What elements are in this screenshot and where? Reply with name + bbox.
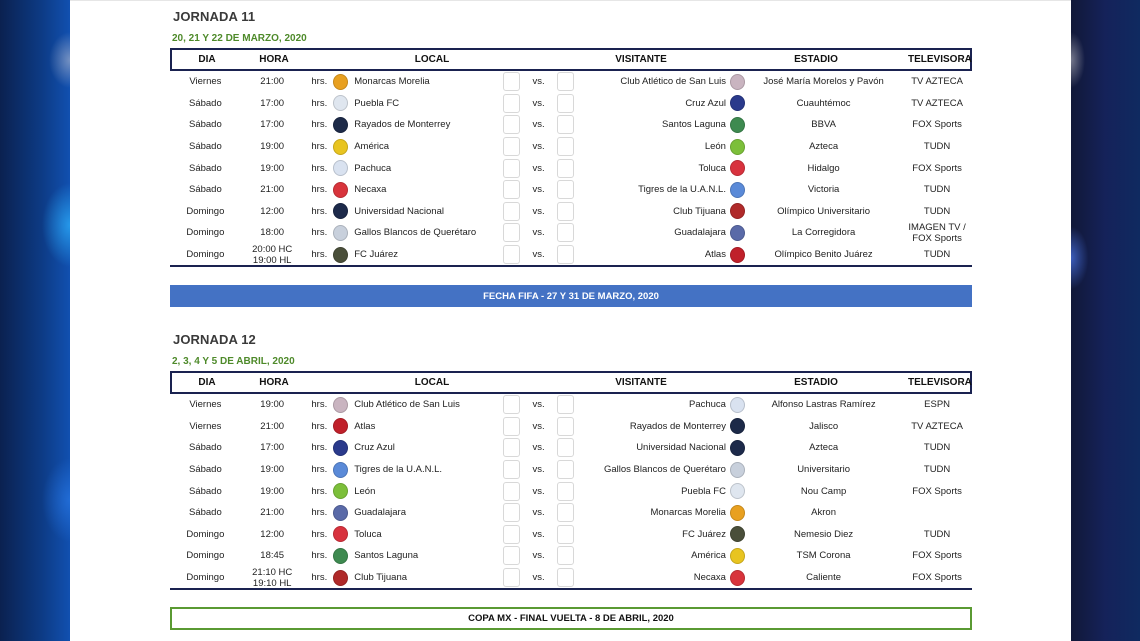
away-team-name: Rayados de Monterrey — [629, 420, 726, 432]
away-team-crest-icon — [730, 462, 745, 478]
away-score-box[interactable] — [557, 417, 574, 436]
broadcaster: TUDN — [923, 141, 951, 153]
broadcaster: TUDN — [923, 528, 951, 540]
broadcaster: IMAGEN TV / FOX Sports — [908, 221, 966, 244]
away-score-box[interactable] — [557, 546, 574, 565]
match-day: Domingo — [186, 528, 225, 540]
away-team-name: León — [704, 141, 726, 153]
home-score-box[interactable] — [503, 115, 520, 134]
match-day: Sábado — [188, 141, 222, 153]
stadium: Universitario — [797, 464, 850, 476]
home-team-name: Santos Laguna — [354, 550, 419, 562]
away-score-box[interactable] — [557, 460, 574, 479]
away-team-name: Pachuca — [688, 399, 726, 411]
vs-label: vs. — [532, 97, 545, 109]
match-day: Sábado — [188, 507, 222, 519]
header-dia: DIA — [198, 54, 216, 65]
home-team-crest-icon — [333, 462, 348, 478]
home-team-name: Club Tijuana — [354, 572, 408, 584]
header-local: LOCAL — [414, 54, 450, 65]
home-team-crest-icon — [333, 95, 348, 111]
broadcaster: TV AZTECA — [911, 76, 963, 88]
away-team — [574, 570, 745, 586]
stadium: Azteca — [809, 141, 839, 153]
away-team — [574, 418, 745, 434]
match-time: 19:00 — [260, 464, 285, 476]
away-score-box[interactable] — [557, 503, 574, 522]
home-score-box[interactable] — [503, 395, 520, 414]
vs-label: vs. — [532, 76, 545, 88]
match-row — [170, 459, 972, 481]
away-score-box[interactable] — [557, 438, 574, 457]
stadium: Hidalgo — [807, 162, 840, 174]
home-team-crest-icon — [333, 570, 348, 586]
jornada-11-rows — [170, 71, 972, 267]
stadium: Olímpico Universitario — [777, 205, 871, 217]
home-team — [329, 570, 502, 586]
home-score-box[interactable] — [503, 460, 520, 479]
match-time: 12:00 — [260, 205, 285, 217]
away-team — [574, 548, 745, 564]
broadcaster: TUDN — [923, 205, 951, 217]
header-estadio: ESTADIO — [794, 54, 838, 65]
home-score-box[interactable] — [503, 137, 520, 156]
match-row — [170, 502, 972, 524]
away-team-name: Universidad Nacional — [636, 442, 726, 454]
jornada-11-table — [170, 48, 972, 267]
away-team-crest-icon — [730, 505, 745, 521]
away-team-crest-icon — [730, 247, 745, 263]
jornada-11-date: 20, 21 Y 22 DE MARZO, 2020 — [172, 33, 307, 44]
match-time: 12:00 — [260, 528, 285, 540]
match-time: 21:00 — [260, 507, 285, 519]
home-team-crest-icon — [333, 483, 348, 499]
match-row — [170, 201, 972, 223]
vs-label: vs. — [532, 550, 545, 562]
home-team-name: Toluca — [354, 528, 382, 540]
home-team-crest-icon — [333, 548, 348, 564]
home-team — [329, 182, 502, 198]
away-team-crest-icon — [730, 74, 745, 90]
home-team-crest-icon — [333, 247, 348, 263]
background-left — [0, 0, 70, 641]
away-team — [574, 160, 745, 176]
match-row — [170, 244, 972, 266]
home-team-name: Club Atlético de San Luis — [354, 399, 460, 411]
home-team — [329, 418, 502, 434]
away-team — [574, 483, 745, 499]
copa-mx-banner: COPA MX - FINAL VUELTA - 8 DE ABRIL, 2020 — [170, 607, 972, 630]
away-score-box[interactable] — [557, 72, 574, 91]
home-score-box[interactable] — [503, 72, 520, 91]
hrs-label: hrs. — [311, 162, 328, 174]
hrs-label: hrs. — [311, 528, 328, 540]
away-team-crest-icon — [730, 483, 745, 499]
match-day: Sábado — [188, 119, 222, 131]
away-team-name: Cruz Azul — [685, 97, 726, 109]
stadium: José María Morelos y Pavón — [763, 76, 884, 88]
home-team-crest-icon — [333, 203, 348, 219]
home-team-name: León — [354, 485, 376, 497]
away-score-box[interactable] — [557, 180, 574, 199]
home-team-crest-icon — [333, 418, 348, 434]
hrs-label: hrs. — [311, 97, 328, 109]
away-team — [574, 526, 745, 542]
away-team-crest-icon — [730, 418, 745, 434]
vs-label: vs. — [532, 205, 545, 217]
broadcaster: FOX Sports — [912, 550, 962, 562]
away-team-name: Santos Laguna — [662, 119, 726, 131]
vs-label: vs. — [532, 507, 545, 519]
jornada-12-rows — [170, 394, 972, 590]
match-row — [170, 394, 972, 416]
away-team-crest-icon — [730, 548, 745, 564]
vs-label: vs. — [532, 572, 545, 584]
home-team-name: Universidad Nacional — [354, 205, 444, 217]
away-score-box[interactable] — [557, 568, 574, 587]
match-day: Sábado — [188, 485, 222, 497]
home-team-name: América — [354, 141, 390, 153]
match-time: 21:10 HC 19:10 HL — [252, 566, 293, 589]
home-team-crest-icon — [333, 160, 348, 176]
match-row — [170, 136, 972, 158]
home-team-name: FC Juárez — [354, 249, 399, 261]
vs-label: vs. — [532, 464, 545, 476]
header-hora: HORA — [259, 54, 289, 65]
vs-label: vs. — [532, 184, 545, 196]
schedule-page — [70, 0, 1071, 641]
home-team-crest-icon — [333, 505, 348, 521]
away-score-box[interactable] — [557, 202, 574, 221]
away-team-name: Toluca — [698, 162, 726, 174]
away-team-name: FC Juárez — [682, 528, 726, 540]
away-score-box[interactable] — [557, 395, 574, 414]
match-row — [170, 567, 972, 589]
header-visitante: VISITANTE — [615, 377, 667, 388]
match-day: Sábado — [188, 184, 222, 196]
away-team-name: Puebla FC — [681, 485, 726, 497]
vs-label: vs. — [532, 420, 545, 432]
vs-label: vs. — [532, 119, 545, 131]
home-team — [329, 397, 502, 413]
match-row — [170, 157, 972, 179]
stadium: BBVA — [811, 119, 836, 131]
home-team-crest-icon — [333, 440, 348, 456]
away-team — [574, 203, 745, 219]
away-team-crest-icon — [730, 139, 745, 155]
broadcaster: TUDN — [923, 184, 951, 196]
stadium: Victoria — [807, 184, 840, 196]
match-row — [170, 437, 972, 459]
jornada-12-title: JORNADA 12 — [173, 332, 256, 347]
stadium: Olímpico Benito Juárez — [774, 249, 873, 261]
home-team-crest-icon — [333, 74, 348, 90]
match-row — [170, 93, 972, 115]
match-time: 21:00 — [260, 76, 285, 88]
hrs-label: hrs. — [311, 249, 328, 261]
away-score-box[interactable] — [557, 94, 574, 113]
home-team — [329, 505, 502, 521]
header-televisora: TELEVISORA — [908, 377, 972, 388]
match-time: 20:00 HC 19:00 HL — [252, 243, 293, 266]
stadium: Akron — [811, 507, 836, 519]
away-team — [574, 225, 745, 241]
stadium: Alfonso Lastras Ramírez — [771, 399, 876, 411]
match-row — [170, 71, 972, 93]
away-team-crest-icon — [730, 526, 745, 542]
vs-label: vs. — [532, 249, 545, 261]
match-row — [170, 524, 972, 546]
home-score-box[interactable] — [503, 525, 520, 544]
away-score-box[interactable] — [557, 137, 574, 156]
broadcaster: TUDN — [923, 464, 951, 476]
broadcaster: TV AZTECA — [911, 420, 963, 432]
away-team — [574, 440, 745, 456]
vs-label: vs. — [532, 141, 545, 153]
vs-label: vs. — [532, 162, 545, 174]
match-day: Viernes — [189, 76, 222, 88]
away-team-name: Club Tijuana — [673, 205, 726, 217]
header-televisora: TELEVISORA — [908, 54, 972, 65]
match-day: Domingo — [186, 249, 225, 261]
match-day: Domingo — [186, 572, 225, 584]
away-team-crest-icon — [730, 225, 745, 241]
away-score-box[interactable] — [557, 245, 574, 264]
home-score-box[interactable] — [503, 503, 520, 522]
away-score-box[interactable] — [557, 115, 574, 134]
match-day: Sábado — [188, 442, 222, 454]
vs-label: vs. — [532, 227, 545, 239]
hrs-label: hrs. — [311, 420, 328, 432]
home-team — [329, 483, 502, 499]
hrs-label: hrs. — [311, 550, 328, 562]
broadcaster: FOX Sports — [912, 485, 962, 497]
match-day: Sábado — [188, 97, 222, 109]
fecha-fifa-banner: FECHA FIFA - 27 Y 31 DE MARZO, 2020 — [170, 285, 972, 307]
broadcaster: FOX Sports — [912, 162, 962, 174]
background-right — [1071, 0, 1140, 641]
broadcaster: FOX Sports — [912, 119, 962, 131]
away-score-box[interactable] — [557, 159, 574, 178]
away-team — [574, 95, 745, 111]
home-team — [329, 462, 502, 478]
away-team-crest-icon — [730, 117, 745, 133]
away-team-crest-icon — [730, 95, 745, 111]
stadium: TSM Corona — [796, 550, 851, 562]
home-team-name: Atlas — [354, 420, 376, 432]
broadcaster: FOX Sports — [912, 572, 962, 584]
header-dia: DIA — [198, 377, 216, 388]
home-team — [329, 548, 502, 564]
stadium: Cuauhtémoc — [796, 97, 851, 109]
away-team-crest-icon — [730, 440, 745, 456]
broadcaster: TV AZTECA — [911, 97, 963, 109]
home-score-box[interactable] — [503, 159, 520, 178]
away-team-name: Gallos Blancos de Querétaro — [603, 464, 726, 476]
home-team-name: Pachuca — [354, 162, 392, 174]
header-estadio: ESTADIO — [794, 377, 838, 388]
header-visitante: VISITANTE — [615, 54, 667, 65]
jornada-12-date: 2, 3, 4 Y 5 DE ABRIL, 2020 — [172, 356, 295, 367]
match-row — [170, 480, 972, 502]
hrs-label: hrs. — [311, 485, 328, 497]
home-team-crest-icon — [333, 182, 348, 198]
away-team-crest-icon — [730, 203, 745, 219]
home-team-name: Puebla FC — [354, 97, 400, 109]
away-score-box[interactable] — [557, 223, 574, 242]
home-score-box[interactable] — [503, 482, 520, 501]
home-team — [329, 225, 502, 241]
hrs-label: hrs. — [311, 442, 328, 454]
away-team-name: Club Atlético de San Luis — [620, 76, 726, 88]
away-score-box[interactable] — [557, 482, 574, 501]
home-team-crest-icon — [333, 526, 348, 542]
hrs-label: hrs. — [311, 184, 328, 196]
away-team-name: Monarcas Morelia — [650, 507, 726, 519]
away-team-name: Atlas — [704, 249, 726, 261]
hrs-label: hrs. — [311, 205, 328, 217]
hrs-label: hrs. — [311, 399, 328, 411]
home-score-box[interactable] — [503, 223, 520, 242]
home-team-crest-icon — [333, 225, 348, 241]
match-time: 17:00 — [260, 97, 285, 109]
match-time: 19:00 — [260, 162, 285, 174]
home-team — [329, 139, 502, 155]
header-local: LOCAL — [414, 377, 450, 388]
match-time: 18:00 — [260, 227, 285, 239]
home-team-crest-icon — [333, 117, 348, 133]
away-team — [574, 247, 745, 263]
home-team-name: Necaxa — [354, 184, 387, 196]
stadium: La Corregidora — [791, 227, 856, 239]
vs-label: vs. — [532, 442, 545, 454]
match-day: Viernes — [189, 399, 222, 411]
home-team — [329, 247, 502, 263]
match-day: Domingo — [186, 550, 225, 562]
away-score-box[interactable] — [557, 525, 574, 544]
home-score-box[interactable] — [503, 245, 520, 264]
away-team-crest-icon — [730, 397, 745, 413]
hrs-label: hrs. — [311, 507, 328, 519]
home-team-crest-icon — [333, 139, 348, 155]
away-team — [574, 117, 745, 133]
home-team — [329, 95, 502, 111]
match-time: 21:00 — [260, 184, 285, 196]
match-day: Sábado — [188, 464, 222, 476]
hrs-label: hrs. — [311, 76, 328, 88]
home-team-name: Cruz Azul — [354, 442, 395, 454]
jornada-12-table — [170, 371, 972, 590]
header-hora: HORA — [259, 377, 289, 388]
match-time: 19:00 — [260, 485, 285, 497]
match-day: Sábado — [188, 162, 222, 174]
home-team-name: Rayados de Monterrey — [354, 119, 451, 131]
away-team — [574, 74, 745, 90]
broadcaster: TUDN — [923, 249, 951, 261]
away-team-crest-icon — [730, 160, 745, 176]
home-team-crest-icon — [333, 397, 348, 413]
home-team-name: Tigres de la U.A.N.L. — [354, 464, 443, 476]
vs-label: vs. — [532, 399, 545, 411]
match-time: 19:00 — [260, 141, 285, 153]
match-time: 17:00 — [260, 119, 285, 131]
vs-label: vs. — [532, 528, 545, 540]
home-score-box[interactable] — [503, 568, 520, 587]
away-team — [574, 182, 745, 198]
match-row — [170, 179, 972, 201]
away-team-crest-icon — [730, 182, 745, 198]
hrs-label: hrs. — [311, 119, 328, 131]
match-day: Domingo — [186, 227, 225, 239]
home-score-box[interactable] — [503, 202, 520, 221]
home-score-box[interactable] — [503, 94, 520, 113]
match-day: Domingo — [186, 205, 225, 217]
match-row — [170, 545, 972, 567]
stadium: Nemesio Diez — [794, 528, 854, 540]
away-team — [574, 397, 745, 413]
hrs-label: hrs. — [311, 572, 328, 584]
away-team — [574, 462, 745, 478]
away-team-crest-icon — [730, 570, 745, 586]
home-team — [329, 117, 502, 133]
away-team — [574, 505, 745, 521]
broadcaster: TUDN — [923, 442, 951, 454]
home-team-name: Guadalajara — [354, 507, 406, 519]
home-team — [329, 526, 502, 542]
table-header — [170, 48, 972, 71]
match-row — [170, 416, 972, 438]
away-team — [574, 139, 745, 155]
broadcaster: ESPN — [924, 399, 951, 411]
stadium: Jalisco — [809, 420, 839, 432]
away-team-name: Necaxa — [693, 572, 726, 584]
home-score-box[interactable] — [503, 417, 520, 436]
home-score-box[interactable] — [503, 180, 520, 199]
stadium: Caliente — [806, 572, 842, 584]
match-time: 18:45 — [260, 550, 285, 562]
stadium: Azteca — [809, 442, 839, 454]
home-team — [329, 74, 502, 90]
jornada-11-title: JORNADA 11 — [173, 9, 256, 24]
vs-label: vs. — [532, 485, 545, 497]
home-score-box[interactable] — [503, 438, 520, 457]
home-score-box[interactable] — [503, 546, 520, 565]
home-team — [329, 160, 502, 176]
match-time: 21:00 — [260, 420, 285, 432]
hrs-label: hrs. — [311, 464, 328, 476]
away-team-name: Tigres de la U.A.N.L. — [638, 184, 726, 196]
match-row — [170, 222, 972, 244]
match-time: 19:00 — [260, 399, 285, 411]
away-team-name: Guadalajara — [674, 227, 726, 239]
stadium: Nou Camp — [800, 485, 847, 497]
home-team-name: Gallos Blancos de Querétaro — [354, 227, 477, 239]
home-team-name: Monarcas Morelia — [354, 76, 430, 88]
home-team — [329, 203, 502, 219]
match-day: Viernes — [189, 420, 222, 432]
away-team-name: América — [691, 550, 726, 562]
hrs-label: hrs. — [311, 141, 328, 153]
hrs-label: hrs. — [311, 227, 328, 239]
home-team — [329, 440, 502, 456]
match-time: 17:00 — [260, 442, 285, 454]
table-header — [170, 371, 972, 394]
match-row — [170, 114, 972, 136]
